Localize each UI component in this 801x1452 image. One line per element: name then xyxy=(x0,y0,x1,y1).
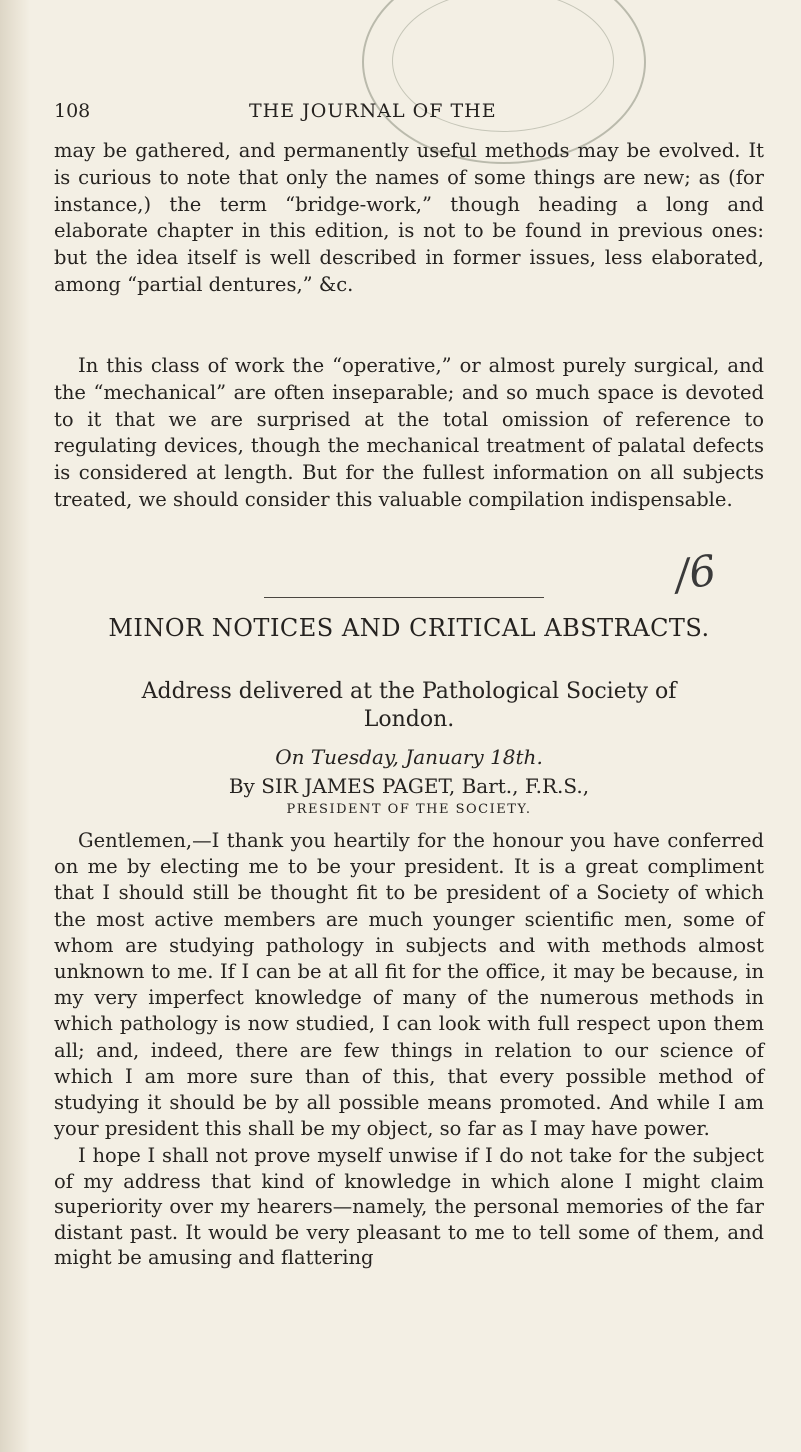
address-author: By SIR JAMES PAGET, Bart., F.R.S., xyxy=(228,774,590,798)
second-paragraph xyxy=(54,353,764,514)
address-paragraph-1 xyxy=(54,828,764,1142)
address-title xyxy=(54,678,764,734)
author-role: PRESIDENT OF THE SOCIETY. xyxy=(286,802,532,817)
page-gutter xyxy=(0,0,30,1452)
second-paragraph-text: In this class of work the “operative,” or almost purely surgical, and the “mechanical” are often inseparable; and so much space is devoted to it that we are surprised at the total omission of reference to regulating devices, though the mechanical treatment of palatal defects is considered at length. But for the fullest information on all subjects treated, we should consider this valuable compilation indispensable. xyxy=(54,354,764,511)
address-title-line-1: Address delivered at the Pathological Society of xyxy=(141,679,677,704)
section-title: MINOR NOTICES AND CRITICAL ABSTRACTS. xyxy=(108,614,710,642)
page-number: 108 xyxy=(54,100,91,122)
handwritten-mark: /6 xyxy=(671,545,720,600)
address-paragraph-2 xyxy=(54,1143,764,1271)
intro-paragraph: may be gathered, and permanently useful methods may be evolved. It is curious to note that only the names of some things are new; as (for instance,) the term “bridge-work,” though heading a long and elaborate chapter in this edition, is not to be found in previous ones: but the idea itself is well described in former issues, less elaborated, among “partial dentures,” &c. xyxy=(54,139,764,296)
page-header xyxy=(54,100,754,130)
address-paragraph-2-text: I hope I shall not prove myself unwise if I do not take for the subject of my address that kind of knowledge in which alone I might claim superiority over my hearers—namely, the personal memories of the far distant past. It would be very pleasant to me to tell some of them, and might be amusing and flattering xyxy=(54,1144,764,1269)
address-title-line-2: London. xyxy=(363,707,455,732)
running-title: THE JOURNAL OF THE xyxy=(249,100,497,122)
address-paragraph-1-text: Gentlemen,—I thank you heartily for the honour you have conferred on me by electing me to be your president. It is a great compliment that I should still be thought fit to be president of a Society of which the most active members are much younger scientific men, some of whom are studying pathology in subjects and with methods almost unknown to me. If I can be at all fit for the office, it may be because, in my very imperfect knowledge of many of the numerous methods in which pathology is now studied, I can look with full respect upon them all; and, indeed, there are few things in relation to our science of which I am more sure than of this, that every possible method of studying it should be by all possible means promoted. And while I am your president this shall be my object, so far as I may have power. xyxy=(54,829,764,1141)
address-date: On Tuesday, January 18th. xyxy=(275,745,543,769)
section-divider xyxy=(264,597,544,598)
